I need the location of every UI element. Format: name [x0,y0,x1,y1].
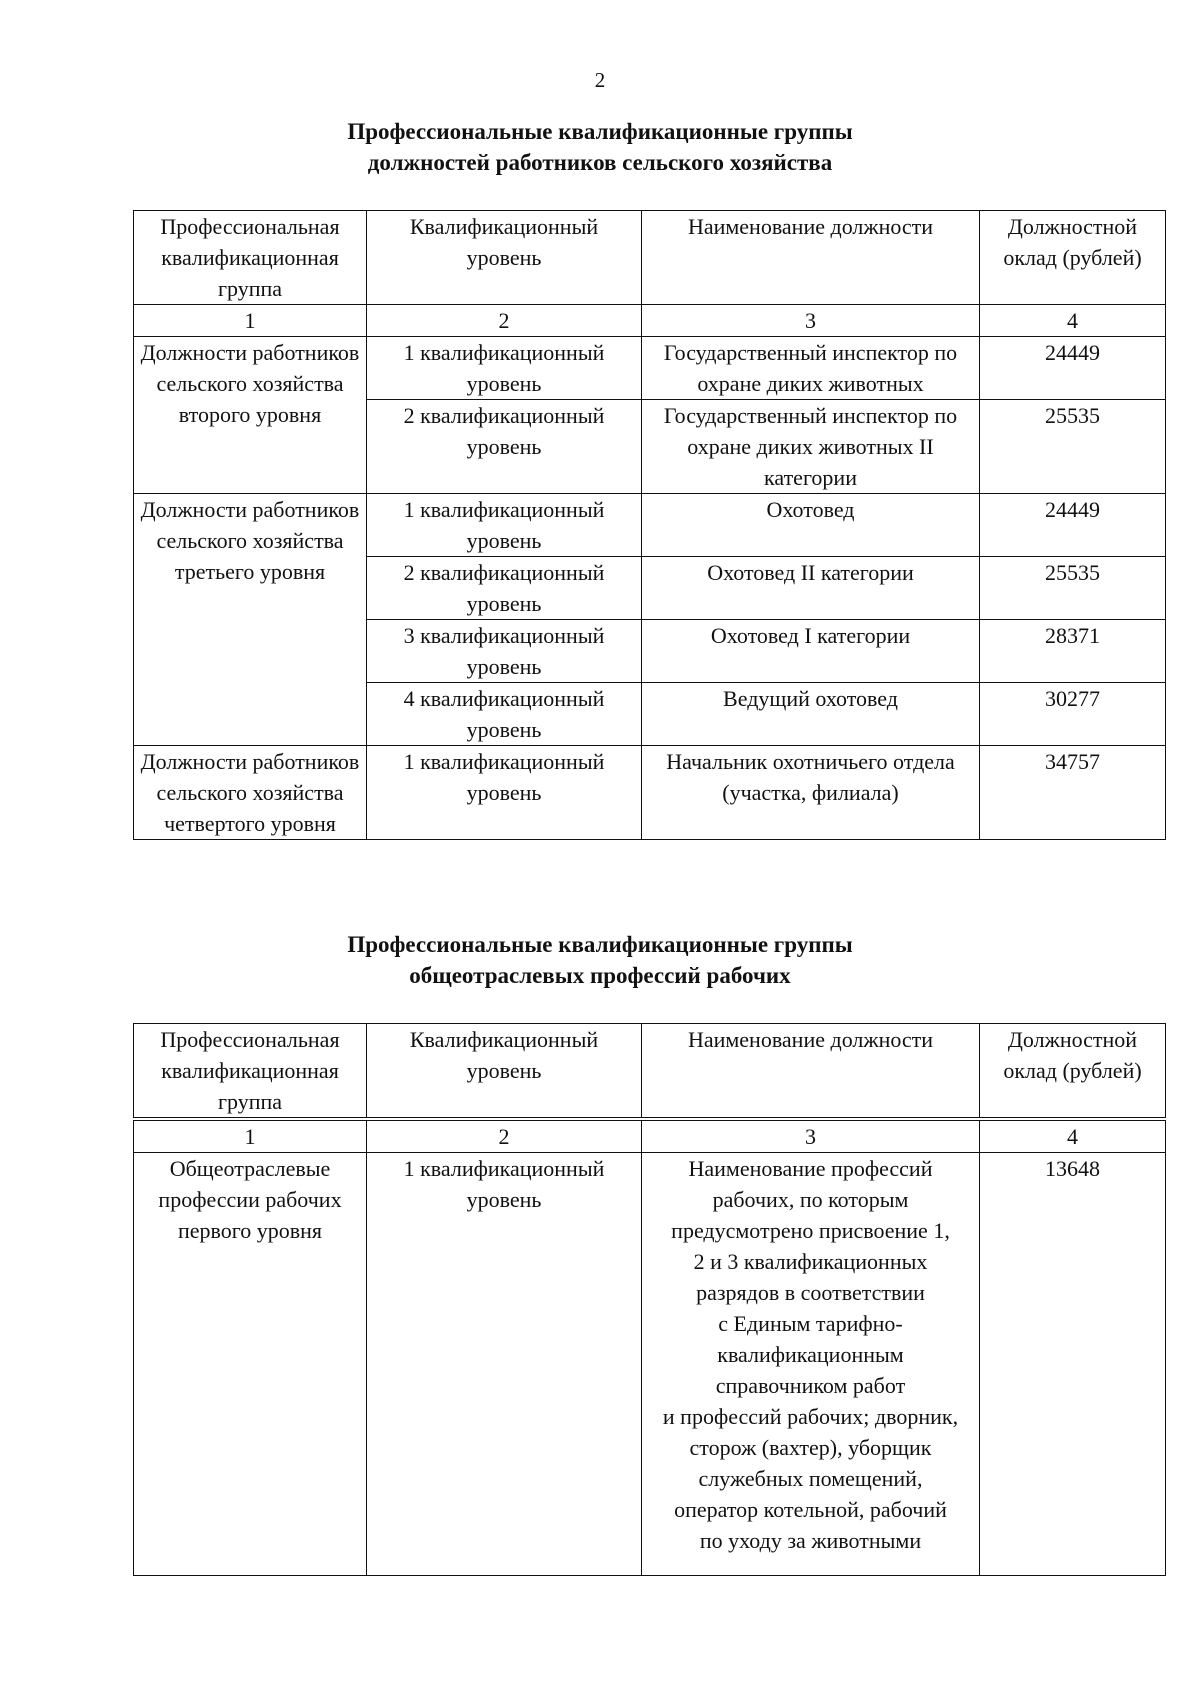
header-professional-group: Профессиональная квалификационная группа [134,1024,367,1120]
section-1-title [0,116,1200,178]
qualification-level: 3 квалификационный уровень [367,620,642,683]
header-position-name: Наименование должности [642,1024,980,1120]
column-number: 3 [642,305,980,337]
section-1-title-line-1: Профессиональные квалификационные группы [347,119,853,144]
group-name: Должности работников сельского хозяйства четвертого уровня [134,746,367,840]
column-number: 3 [642,1119,980,1153]
table-row [134,494,1166,557]
section-2-title-line-1: Профессиональные квалификационные группы [347,932,853,957]
header-salary: Должностной оклад (рублей) [980,211,1166,305]
column-number-row [134,305,1166,337]
group-name: Должности работников сельского хозяйства второго уровня [134,337,367,494]
header-professional-group: Профессиональная квалификационная группа [134,211,367,305]
position-name: Охотовед I категории [642,620,980,683]
qualification-level: 2 квалификационный уровень [367,400,642,494]
section-2-title [0,929,1200,991]
qualification-level: 1 квалификационный уровень [367,746,642,840]
table-row [134,1153,1166,1576]
position-name: Наименование профессий рабочих, по которым предусмотрено присвоение 1, 2 и 3 квалификационных разрядов в соответствии с Единым тарифно- квалификационным справочником работ и профессий рабочих; дворник, сторож (вахтер), уборщик служебных помещений, оператор котельной, рабочий по уходу за животными [642,1153,980,1576]
group-name: Должности работников сельского хозяйства третьего уровня [134,494,367,746]
column-number: 4 [980,305,1166,337]
position-name: Охотовед II категории [642,557,980,620]
salary-value: 28371 [980,620,1166,683]
column-number: 4 [980,1119,1166,1153]
column-number: 2 [367,1119,642,1153]
table-header-row [134,1024,1166,1120]
salary-value: 24449 [980,337,1166,400]
position-name: Охотовед [642,494,980,557]
header-salary: Должностной оклад (рублей) [980,1024,1166,1120]
column-number: 1 [134,305,367,337]
column-number-row [134,1119,1166,1153]
column-number: 2 [367,305,642,337]
salary-value: 24449 [980,494,1166,557]
salary-value: 13648 [980,1153,1166,1576]
header-qualification-level: Квалификационный уровень [367,211,642,305]
qualification-level: 1 квалификационный уровень [367,1153,642,1576]
header-qualification-level: Квалификационный уровень [367,1024,642,1120]
table-agriculture-positions [133,210,1166,840]
table-worker-professions [133,1023,1166,1576]
position-name: Начальник охотничьего отдела (участка, филиала) [642,746,980,840]
qualification-level: 1 квалификационный уровень [367,494,642,557]
group-name: Общеотраслевые профессии рабочих первого уровня [134,1153,367,1576]
section-2-title-line-2: общеотраслевых профессий рабочих [409,963,791,988]
table-header-row [134,211,1166,305]
section-1-title-line-2: должностей работников сельского хозяйства [367,150,833,175]
table-row [134,746,1166,840]
position-name: Государственный инспектор по охране диких животных [642,337,980,400]
salary-value: 25535 [980,557,1166,620]
position-name: Ведущий охотовед [642,683,980,746]
salary-value: 30277 [980,683,1166,746]
page-number: 2 [594,68,606,92]
salary-value: 34757 [980,746,1166,840]
qualification-level: 1 квалификационный уровень [367,337,642,400]
column-number: 1 [134,1119,367,1153]
header-position-name: Наименование должности [642,211,980,305]
qualification-level: 2 квалификационный уровень [367,557,642,620]
salary-value: 25535 [980,400,1166,494]
position-name: Государственный инспектор по охране диких животных II категории [642,400,980,494]
qualification-level: 4 квалификационный уровень [367,683,642,746]
table-row [134,337,1166,400]
